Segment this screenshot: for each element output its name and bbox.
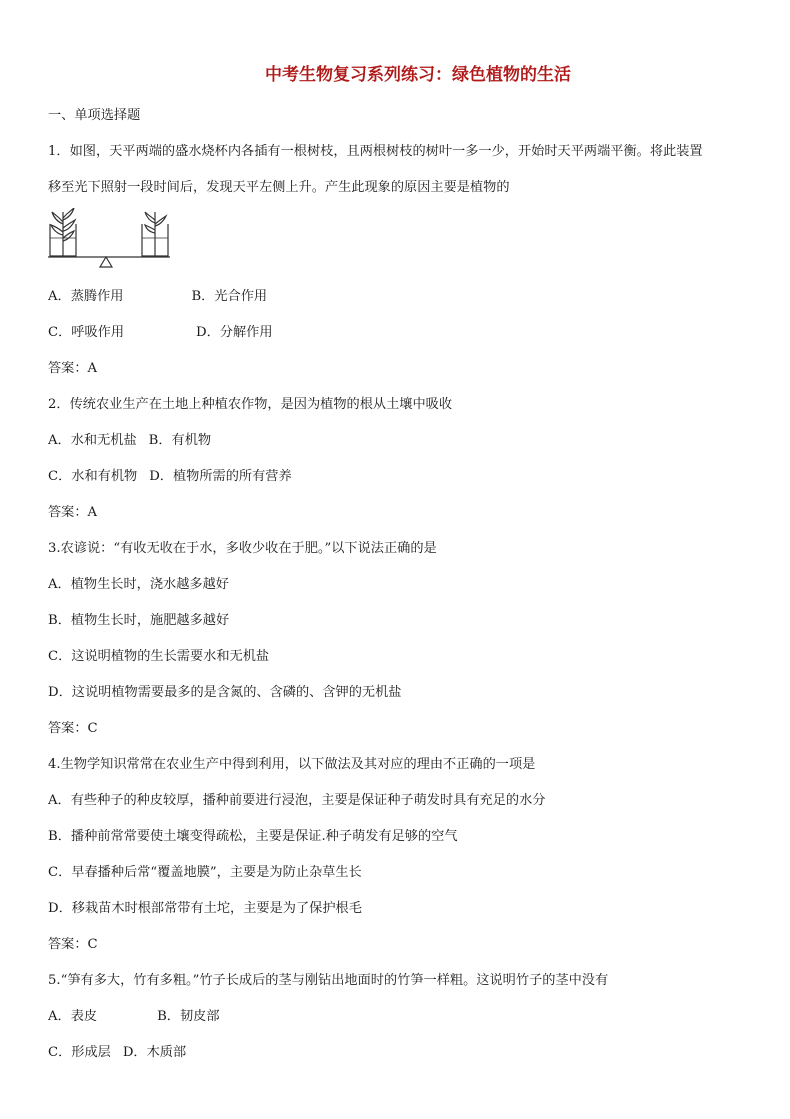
q2-stem: 2．传统农业生产在土地上种植农作物，是因为植物的根从土壤中吸收 — [48, 397, 453, 412]
q2-options-row-2 — [48, 469, 292, 485]
q5-option-a: A．表皮 — [48, 1009, 98, 1024]
q2-option-d: D．植物所需的所有营养 — [149, 469, 292, 484]
q4-option-d: D．移栽苗木时根部常带有土坨，主要是为了保护根毛 — [48, 901, 362, 916]
q3-option-a: A．植物生长时，浇水越多越好 — [48, 577, 229, 592]
q1-option-d: D．分解作用 — [196, 325, 273, 340]
q4-option-b: B．播种前常常要使土壤变得疏松，主要是保证.种子萌发有足够的空气 — [48, 829, 458, 844]
q4-option-c: C．早春播种后常“覆盖地膜”，主要是为防止杂草生长 — [48, 865, 362, 880]
q4-stem: 4.生物学知识常常在农业生产中得到利用，以下做法及其对应的理由不正确的一项是 — [48, 757, 536, 772]
q1-option-c: C．呼吸作用 — [48, 325, 125, 340]
q4-option-a: A．有些种子的种皮较厚，播种前要进行浸泡，主要是保证种子萌发时具有充足的水分 — [48, 793, 546, 808]
q3-answer: 答案：C — [48, 721, 98, 736]
q2-answer: 答案：A — [48, 505, 98, 520]
section-heading: 一、单项选择题 — [48, 108, 141, 123]
q5-stem: 5.“笋有多大，竹有多粗。”竹子长成后的茎与刚钻出地面时的竹笋一样粗。这说明竹子的茎中没有 — [48, 973, 609, 988]
q3-option-b: B．植物生长时，施肥越多越好 — [48, 613, 230, 628]
q3-option-d: D．这说明植物需要最多的是含氮的、含磷的、含钾的无机盐 — [48, 685, 402, 700]
q2-option-b: B．有机物 — [148, 433, 212, 448]
balance-fulcrum — [100, 257, 112, 267]
q4-answer: 答案：C — [48, 937, 98, 952]
q1-option-a: A．蒸腾作用 — [48, 289, 124, 304]
q1-stem-line-2: 移至光下照射一段时间后，发现天平左侧上升。产生此现象的原因主要是植物的 — [48, 180, 510, 195]
q5-options-row-2 — [48, 1045, 186, 1061]
q1-answer: 答案：A — [48, 361, 98, 376]
q5-option-d: D．木质部 — [122, 1045, 187, 1060]
q3-stem: 3.农谚说：“有收无收在于水，多收少收在于肥。”以下说法正确的是 — [48, 541, 437, 556]
q5-option-c: C．形成层 — [48, 1045, 111, 1060]
q1-options-row-2 — [48, 325, 273, 341]
q5-option-b: B．韧皮部 — [157, 1009, 220, 1024]
q2-option-c: C．水和有机物 — [48, 469, 138, 484]
q5-options-row-1 — [48, 1009, 220, 1025]
q3-option-c: C．这说明植物的生长需要水和无机盐 — [48, 649, 270, 664]
balance-scale-figure — [46, 208, 176, 270]
q1-option-b: B．光合作用 — [191, 289, 268, 304]
q1-stem-line-1: 1．如图，天平两端的盛水烧杯内各插有一根树枝，且两根树枝的树叶一多一少，开始时天平两端平衡。将此装置 — [48, 144, 703, 159]
q1-options-row-1 — [48, 289, 267, 305]
document-title: 中考生物复习系列练习：绿色植物的生活 — [265, 65, 571, 85]
q2-option-a: A．水和无机盐 — [48, 433, 137, 448]
q2-options-row-1 — [48, 433, 211, 449]
